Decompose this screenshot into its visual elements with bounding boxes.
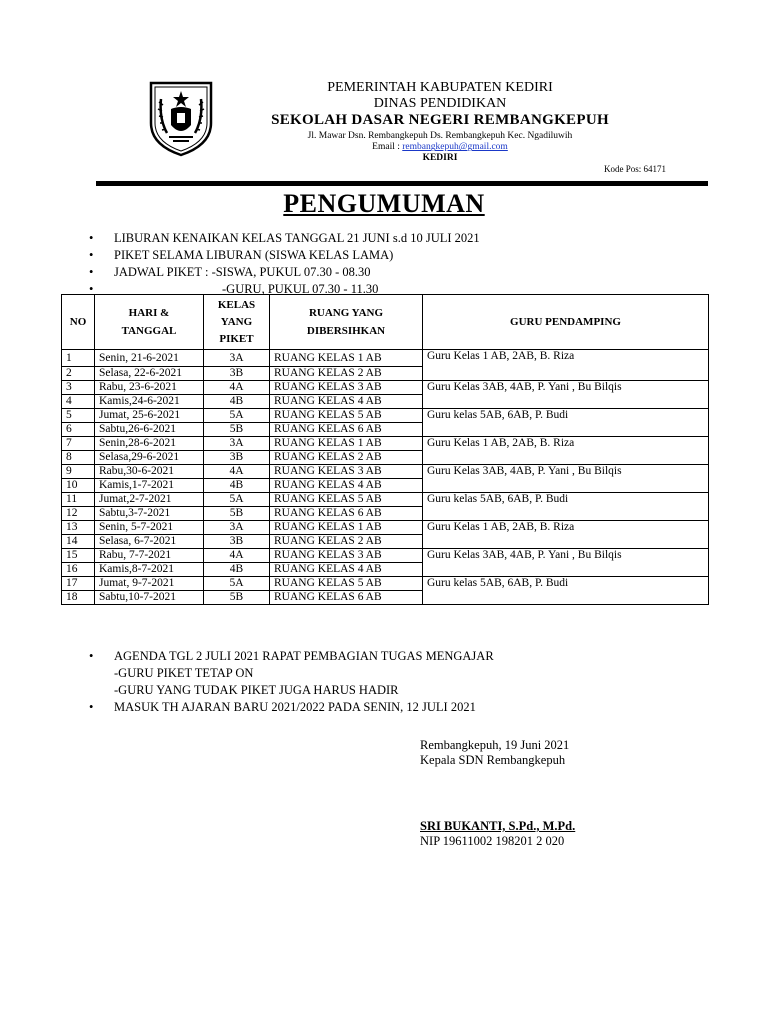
cell-kelas: 4B: [204, 563, 270, 577]
cell-ruang: RUANG KELAS 5 AB: [270, 409, 423, 423]
agenda-text: • AGENDA TGL 2 JULI 2021 RAPAT PEMBAGIAN TUGAS MENGAJAR: [114, 649, 494, 663]
cell-guru-pendamping: Guru Kelas 3AB, 4AB, P. Yani , Bu Bilqis: [423, 381, 709, 409]
list-item: • JADWAL PIKET : -SISWA, PUKUL 07.30 - 08.30: [86, 264, 480, 281]
cell-kelas: 4B: [204, 395, 270, 409]
cell-no: 13: [62, 521, 95, 535]
cell-guru-pendamping: Guru Kelas 1 AB, 2AB, B. Riza: [423, 350, 709, 381]
cell-hari-tanggal: Rabu, 7-7-2021: [95, 549, 204, 563]
cell-ruang: RUANG KELAS 4 AB: [270, 395, 423, 409]
table-row: [62, 437, 709, 451]
letterhead-school-name: SEKOLAH DASAR NEGERI REMBANGKEPUH: [271, 112, 609, 129]
cell-ruang: RUANG KELAS 5 AB: [270, 493, 423, 507]
table-header-row: [62, 295, 709, 350]
cell-ruang: RUANG KELAS 6 AB: [270, 591, 423, 605]
table-row: [62, 409, 709, 423]
email-label: Email :: [372, 142, 403, 153]
cell-no: 15: [62, 549, 95, 563]
list-item: • PIKET SELAMA LIBURAN (SISWA KELAS LAMA): [86, 247, 480, 264]
cell-kelas: 4A: [204, 381, 270, 395]
header-kelas: KELAS YANG PIKET: [204, 295, 270, 350]
list-item: [86, 648, 494, 699]
letterhead-city: KEDIRI: [422, 153, 458, 164]
cell-no: 7: [62, 437, 95, 451]
cell-hari-tanggal: Jumat,2-7-2021: [95, 493, 204, 507]
agenda-sub-item: -GURU PIKET TETAP ON: [114, 666, 254, 680]
cell-hari-tanggal: Sabtu,3-7-2021: [95, 507, 204, 521]
cell-ruang: RUANG KELAS 3 AB: [270, 549, 423, 563]
cell-kelas: 3B: [204, 451, 270, 465]
cell-hari-tanggal: Sabtu,10-7-2021: [95, 591, 204, 605]
cell-kelas: 3A: [204, 437, 270, 451]
cell-no: 11: [62, 493, 95, 507]
cell-kelas: 4A: [204, 549, 270, 563]
cell-ruang: RUANG KELAS 1 AB: [270, 521, 423, 535]
place-date: Rembangkepuh, 19 Juni 2021: [420, 738, 570, 752]
cell-kelas: 5A: [204, 577, 270, 591]
cell-ruang: RUANG KELAS 4 AB: [270, 479, 423, 493]
letterhead: [220, 80, 660, 164]
cell-no: 14: [62, 535, 95, 549]
cell-hari-tanggal: Senin, 21-6-2021: [95, 350, 204, 367]
table-row: [62, 549, 709, 563]
cell-guru-pendamping: Guru Kelas 1 AB, 2AB, B. Riza: [423, 521, 709, 549]
cell-hari-tanggal: Jumat, 25-6-2021: [95, 409, 204, 423]
table-row: [62, 350, 709, 367]
letterhead-email-line: [220, 142, 660, 153]
announcement-list-bottom: [86, 648, 494, 716]
cell-no: 17: [62, 577, 95, 591]
cell-guru-pendamping: Guru kelas 5AB, 6AB, P. Budi: [423, 577, 709, 605]
header-hari-tanggal: HARI & TANGGAL: [95, 295, 204, 350]
list-item: • MASUK TH AJARAN BARU 2021/2022 PADA SENIN, 12 JULI 2021: [86, 699, 494, 716]
cell-ruang: RUANG KELAS 2 AB: [270, 367, 423, 381]
cell-hari-tanggal: Selasa, 6-7-2021: [95, 535, 204, 549]
cell-ruang: RUANG KELAS 2 AB: [270, 535, 423, 549]
cell-guru-pendamping: Guru kelas 5AB, 6AB, P. Budi: [423, 493, 709, 521]
cell-guru-pendamping: Guru Kelas 3AB, 4AB, P. Yani , Bu Bilqis: [423, 549, 709, 577]
cell-hari-tanggal: Kamis,8-7-2021: [95, 563, 204, 577]
table-row: [62, 493, 709, 507]
cell-no: 2: [62, 367, 95, 381]
cell-hari-tanggal: Selasa,29-6-2021: [95, 451, 204, 465]
cell-kelas: 5A: [204, 409, 270, 423]
agenda-sub-item: -GURU YANG TUDAK PIKET JUGA HARUS HADIR: [114, 683, 399, 697]
cell-kelas: 3B: [204, 535, 270, 549]
cell-no: 10: [62, 479, 95, 493]
table-row: [62, 465, 709, 479]
cell-hari-tanggal: Kamis,1-7-2021: [95, 479, 204, 493]
cell-guru-pendamping: Guru kelas 5AB, 6AB, P. Budi: [423, 409, 709, 437]
letterhead-line-department: DINAS PENDIDIKAN: [373, 96, 507, 112]
list-item-continuation: • -GURU, PUKUL 07.30 - 11.30: [86, 281, 480, 298]
cell-ruang: RUANG KELAS 5 AB: [270, 577, 423, 591]
signer-identity: [420, 819, 575, 849]
header-no: NO: [62, 295, 95, 350]
cell-ruang: RUANG KELAS 1 AB: [270, 437, 423, 451]
cell-ruang: RUANG KELAS 3 AB: [270, 465, 423, 479]
cell-guru-pendamping: Guru Kelas 1 AB, 2AB, B. Riza: [423, 437, 709, 465]
cell-hari-tanggal: Jumat, 9-7-2021: [95, 577, 204, 591]
cell-ruang: RUANG KELAS 6 AB: [270, 423, 423, 437]
cell-no: 4: [62, 395, 95, 409]
cell-hari-tanggal: Sabtu,26-6-2021: [95, 423, 204, 437]
cell-kelas: 5B: [204, 423, 270, 437]
cell-kelas: 3A: [204, 350, 270, 367]
cell-ruang: RUANG KELAS 6 AB: [270, 507, 423, 521]
letterhead-divider: [96, 181, 708, 186]
table-row: [62, 521, 709, 535]
cell-no: 12: [62, 507, 95, 521]
signer-name: SRI BUKANTI, S.Pd., M.Pd.: [420, 819, 576, 833]
cell-no: 9: [62, 465, 95, 479]
cell-kelas: 4B: [204, 479, 270, 493]
cell-hari-tanggal: Senin,28-6-2021: [95, 437, 204, 451]
cell-kelas: 5A: [204, 493, 270, 507]
cell-kelas: 3A: [204, 521, 270, 535]
cell-ruang: RUANG KELAS 2 AB: [270, 451, 423, 465]
page-title: PENGUMUMAN: [283, 189, 485, 218]
cell-hari-tanggal: Rabu,30-6-2021: [95, 465, 204, 479]
cell-no: 1: [62, 350, 95, 367]
cell-ruang: RUANG KELAS 3 AB: [270, 381, 423, 395]
cell-kelas: 4A: [204, 465, 270, 479]
cell-kelas: 5B: [204, 591, 270, 605]
cell-guru-pendamping: Guru Kelas 3AB, 4AB, P. Yani , Bu Bilqis: [423, 465, 709, 493]
cell-kelas: 5B: [204, 507, 270, 521]
cell-hari-tanggal: Rabu, 23-6-2021: [95, 381, 204, 395]
header-ruang: RUANG YANG DIBERSIHKAN: [270, 295, 423, 350]
cell-no: 6: [62, 423, 95, 437]
list-item: • LIBURAN KENAIKAN KELAS TANGGAL 21 JUNI s.d 10 JULI 2021: [86, 230, 480, 247]
cell-no: 3: [62, 381, 95, 395]
table-row: [62, 577, 709, 591]
cell-hari-tanggal: Senin, 5-7-2021: [95, 521, 204, 535]
cell-ruang: RUANG KELAS 4 AB: [270, 563, 423, 577]
cell-no: 18: [62, 591, 95, 605]
cell-no: 8: [62, 451, 95, 465]
letterhead-address: Jl. Mawar Dsn. Rembangkepuh Ds. Rembangkepuh Kec. Ngadiluwih: [307, 131, 573, 142]
announcement-list-top: [86, 230, 480, 298]
signer-position: Kepala SDN Rembangkepuh: [420, 753, 566, 767]
table-row: [62, 381, 709, 395]
signer-nip: NIP 19611002 198201 2 020: [420, 834, 565, 848]
header-guru: GURU PENDAMPING: [423, 295, 709, 350]
postal-code: Kode Pos: 64171: [603, 164, 666, 174]
kabupaten-kediri-emblem-icon: [147, 79, 215, 157]
picket-schedule-table: [61, 294, 709, 605]
cell-no: 5: [62, 409, 95, 423]
cell-hari-tanggal: Selasa, 22-6-2021: [95, 367, 204, 381]
cell-hari-tanggal: Kamis,24-6-2021: [95, 395, 204, 409]
email-link[interactable]: rembangkepuh@gmail.com: [402, 142, 508, 153]
cell-no: 16: [62, 563, 95, 577]
cell-kelas: 3B: [204, 367, 270, 381]
signature-block: [420, 738, 569, 768]
letterhead-line-government: PEMERINTAH KABUPATEN KEDIRI: [327, 80, 553, 95]
cell-ruang: RUANG KELAS 1 AB: [270, 350, 423, 367]
